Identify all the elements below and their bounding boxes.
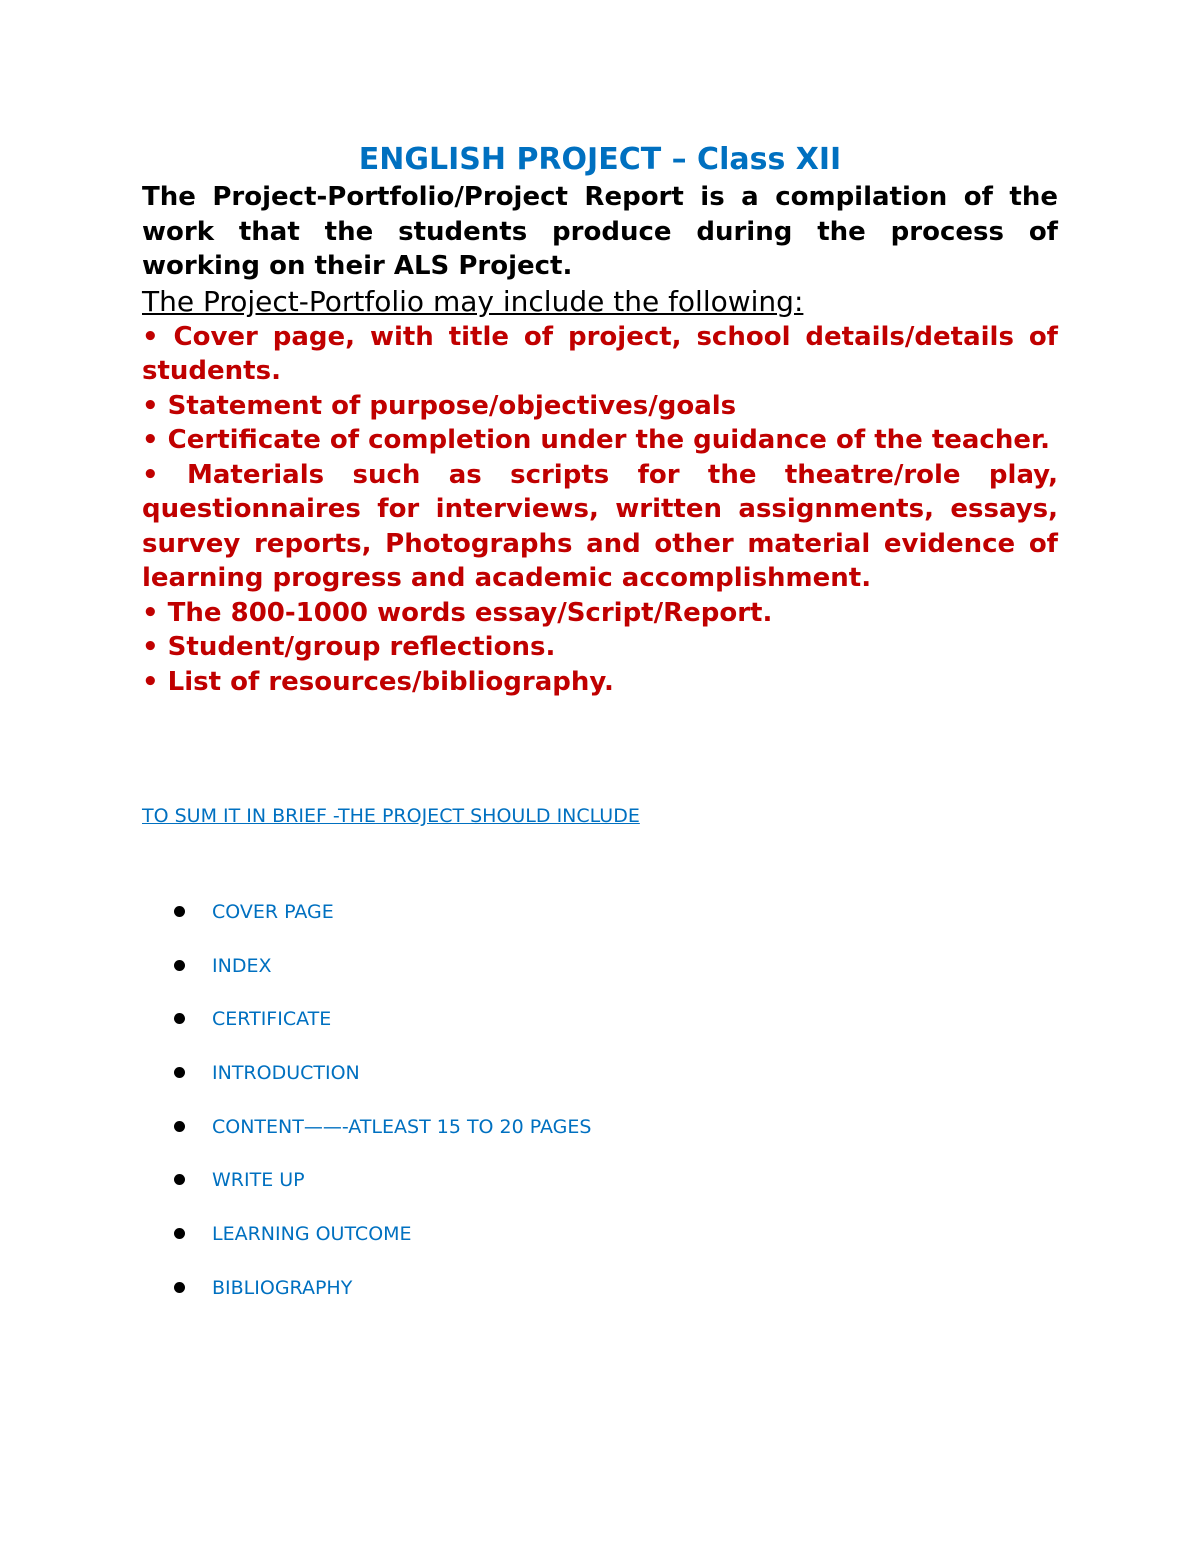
list-item: • Student/group reflections. [142,632,556,662]
list-item: • List of resources/bibliography. [142,666,614,697]
bullet-icon [174,1067,185,1078]
page-title: ENGLISH PROJECT – Class XII [358,142,842,177]
document-body [142,140,1058,699]
list-item: • Certificate of completion under the guidance of the teacher. [142,425,1050,455]
portfolio-subheading: The Project-Portfolio may include the following: [142,284,804,318]
list-item: • Cover page, with title of project, school details/details of students. [142,321,1058,386]
list-item: • Statement of purpose/objectives/goals [142,390,737,421]
bullet-icon [174,1013,185,1024]
list-item-label: INTRODUCTION [212,1062,360,1085]
list-item-label: BIBLIOGRAPHY [212,1276,353,1299]
list-item: • Materials such as scripts for the theatre/role play, questionnaires for interviews, written assignments, essays, survey reports, Photographs and other material evidence of learning progress and academic accomplishment. [142,459,1058,593]
list-item-label: COVER PAGE [212,901,334,923]
list-item-label: CERTIFICATE [212,1008,332,1031]
list-item-label: LEARNING OUTCOME [212,1223,412,1246]
bullet-icon [174,906,185,917]
summary-heading-link[interactable]: TO SUM IT IN BRIEF -THE PROJECT SHOULD INCLUDE [142,805,640,827]
bullet-icon [174,1121,185,1132]
list-item-label: WRITE UP [212,1169,305,1192]
intro-paragraph: The Project-Portfolio/Project Report is a compilation of the work that the students produce during the process of working on their ALS Project. [142,182,1058,281]
bullet-icon [174,1228,185,1239]
list-item-label: CONTENT——-ATLEAST 15 TO 20 PAGES [212,1115,592,1138]
bullet-icon [174,960,185,971]
bullet-icon [174,1282,185,1293]
portfolio-contents-list [142,320,1058,700]
list-item-label: INDEX [212,954,272,977]
list-item: • The 800-1000 words essay/Script/Report. [142,597,773,628]
bullet-icon [174,1174,185,1185]
